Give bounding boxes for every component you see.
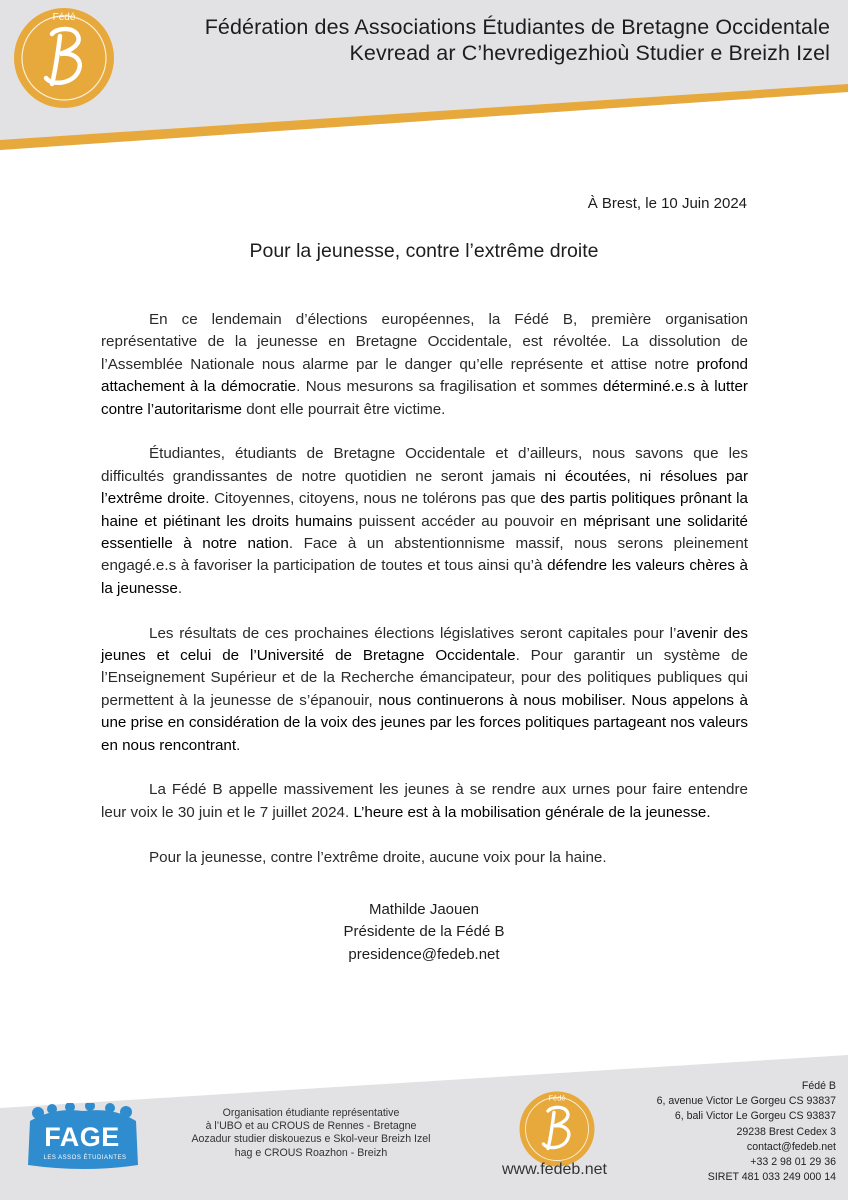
p1-text-3: dont elle pourrait être victime.: [241, 400, 446, 418]
footer-description-line: hag e CROUS Roazhon - Breizh: [234, 1146, 388, 1159]
p2-text-1: Étudiantes, étudiants de Bretagne Occidentale et d’ailleurs, nous savons que les difficultés grandissantes de notre quotidien ne seront jamais: [101, 445, 748, 485]
address-line: Fédé B: [801, 1080, 836, 1092]
p2-text-3: puissent accéder au pouvoir en: [352, 512, 584, 530]
p4-text-1: La Fédé B appelle massivement les jeunes à se rendre aux urnes pour faire entendre leur voix le 30 juin et le 7 juillet 2024.: [101, 781, 748, 821]
fage-name: FAGE: [44, 1122, 120, 1152]
footer-description-line: Organisation étudiante représentative: [222, 1107, 400, 1119]
fede-b-footer-logo: [518, 1090, 596, 1168]
paragraph-1: [101, 309, 748, 421]
footer-logo-text: Fédé: [548, 1093, 566, 1103]
p3-emphasis-2: nous continuerons à nous mobiliser. Nous appelons à une prise en considération de la voix des jeunes par les forces politiques partageant nos valeurs en nous rencontrant: [101, 691, 748, 754]
footer-description-line: Aozadur studier diskouezus e Skol-veur Breizh Izel: [191, 1133, 431, 1146]
signature-block: [0, 899, 848, 966]
p1-emphasis-1: profond attachement à la démocratie: [101, 355, 748, 396]
p2-emphasis-2: des partis politiques prônant la haine et piétinant les droits humains: [101, 490, 748, 530]
p3-emphasis-1: avenir des jeunes et celui de l’Université de Bretagne Occidentale: [101, 624, 748, 665]
closing-line: Pour la jeunesse, contre l’extrême droite, aucune voix pour la haine.: [149, 848, 607, 866]
org-name-breton: Kevread ar C’hevredigezhioù Studier e Breizh Izel: [349, 41, 830, 65]
address-line: 6, bali Victor Le Gorgeu CS 93837: [674, 1110, 836, 1123]
footer-description-line: à l’UBO et au CROUS de Rennes - Bretagne: [205, 1120, 417, 1133]
p2-text-5: .: [177, 579, 183, 597]
footer-description: [186, 1107, 436, 1160]
signatory-email: presidence@fedeb.net: [348, 945, 500, 963]
p2-text-4: . Face à un abstentionnisme massif, nous serons pleinement engagé.e.s à favoriser la participation de toutes et tous ainsi qu’à: [101, 535, 748, 575]
p2-text-2: . Citoyennes, citoyens, nous ne tolérons pas que: [205, 490, 541, 508]
address-line: 6, avenue Victor Le Gorgeu CS 93837: [656, 1095, 836, 1108]
p3-text-2: . Pour garantir un système de l’Enseignement Supérieur et de la Recherche émancipateur, pour des politiques publiques qui permettent à la jeunesse de s’épanouir,: [101, 647, 748, 709]
org-name-french: Fédération des Associations Étudiantes de Bretagne Occidentale: [204, 15, 830, 39]
organization-name: [205, 14, 830, 66]
p2-emphasis-4: défendre les valeurs chères à la jeunesse: [101, 557, 748, 597]
logo-text: Fédé: [52, 12, 76, 23]
paragraph-3: [101, 623, 748, 757]
paragraph-2: [101, 443, 748, 600]
contact-address: [657, 1079, 836, 1185]
letter-body: [101, 309, 748, 891]
letter-date: À Brest, le 10 Juin 2024: [587, 195, 747, 212]
fede-b-logo: [12, 6, 116, 110]
p1-text-2: . Nous mesurons sa fragilisation et sommes: [296, 378, 604, 396]
contact-email[interactable]: contact@fedeb.net: [746, 1140, 836, 1153]
website-link[interactable]: www.fedeb.net: [502, 1161, 607, 1178]
letter-title: Pour la jeunesse, contre l’extrême droite: [249, 240, 599, 262]
contact-phone: +33 2 98 01 29 36: [750, 1156, 836, 1169]
p1-text-1: En ce lendemain d’élections européennes, la Fédé B, première organisation représentative de la jeunesse en Bretagne Occidentale, est révoltée. La dissolution de l’Assemblée Nationale nous alarme par le danger qu’elle représente et attise notre: [101, 311, 748, 373]
signatory-role: Présidente de la Fédé B: [343, 923, 505, 941]
signatory-name: Mathilde Jaouen: [368, 901, 480, 918]
siret-number: SIRET 481 033 249 000 14: [707, 1171, 836, 1184]
address-line: 29238 Brest Cedex 3: [736, 1125, 836, 1138]
p2-emphasis-3: méprisant une solidarité essentielle à notre nation: [101, 512, 748, 553]
paragraph-4: [101, 779, 748, 824]
p2-emphasis-1: ni écoutées, ni résolues par l’extrême droite: [101, 467, 748, 508]
p4-emphasis-1: L’heure est à la mobilisation générale de la jeunesse.: [353, 803, 711, 821]
p1-emphasis-2: déterminé.e.s à lutter contre l’autoritarisme: [101, 378, 748, 418]
p3-text-3: .: [236, 736, 241, 754]
fage-subtitle: LES ASSOS ÉTUDIANTES: [43, 1155, 127, 1161]
p3-text-1: Les résultats de ces prochaines élections législatives seront capitales pour l’: [149, 624, 677, 642]
